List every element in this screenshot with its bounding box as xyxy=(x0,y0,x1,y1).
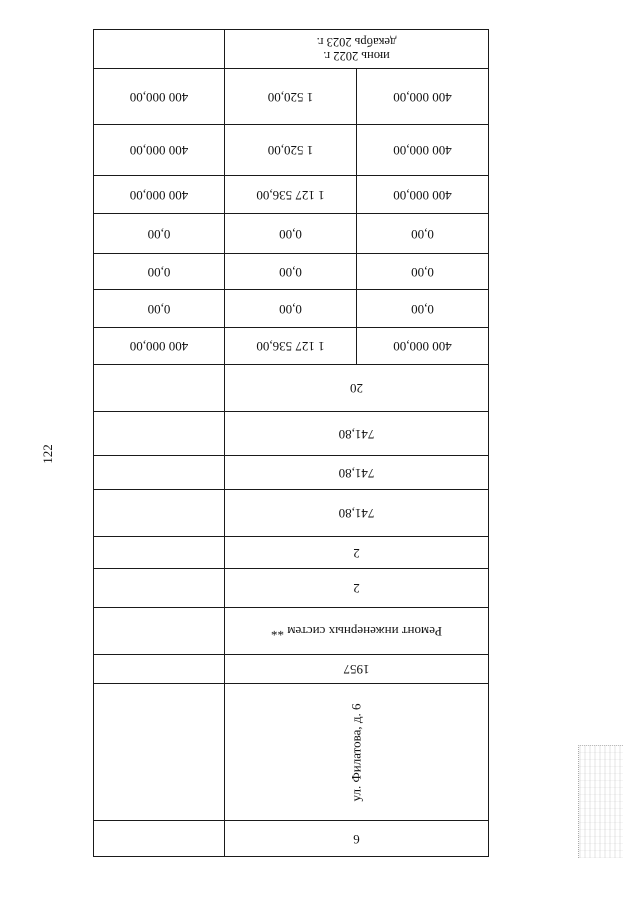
amount-cell: 400 000,00 xyxy=(393,143,452,159)
address-cell xyxy=(225,684,488,820)
amount-cell: 1 127 536,00 xyxy=(256,339,325,355)
count-cell: 2 xyxy=(353,581,360,597)
count-cell: 2 xyxy=(353,545,360,561)
amount-cell: 0,00 xyxy=(411,226,434,242)
amount-cell: 400 000,00 xyxy=(393,339,452,355)
period-cell xyxy=(225,30,488,68)
amount-cell: 0,00 xyxy=(279,301,302,317)
table-border-bottom xyxy=(93,856,489,857)
scan-stamp-mark xyxy=(578,745,623,858)
area-cell: 741,80 xyxy=(338,465,375,481)
amount-cell: 400 000,00 xyxy=(129,143,189,159)
work-type-cell: Ремонт инженерных систем ** xyxy=(270,624,443,640)
period-line-1: июнь 2022 г. xyxy=(323,49,390,64)
amount-cell: 1 520,00 xyxy=(267,143,314,159)
amount-cell: 0,00 xyxy=(411,264,434,280)
amount-cell: 400 000,00 xyxy=(129,339,189,355)
amount-cell: 400 000,00 xyxy=(393,187,452,203)
year-cell: 1957 xyxy=(343,662,370,678)
amount-cell: 0,00 xyxy=(147,264,171,280)
amount-cell: 0,00 xyxy=(279,264,302,280)
area-cell: 741,80 xyxy=(338,426,375,442)
amount-cell: 400 000,00 xyxy=(129,187,189,203)
area-cell: 741,80 xyxy=(338,506,375,522)
page-number-text: 122 xyxy=(40,444,55,464)
amount-cell: 1 520,00 xyxy=(267,89,314,105)
amount-cell: 0,00 xyxy=(279,226,302,242)
amount-cell: 0,00 xyxy=(147,301,171,317)
address-text: ул. Филатова, д. 6 xyxy=(348,703,364,801)
period-line-2: декабрь 2023 г. xyxy=(316,35,397,49)
amount-cell: 0,00 xyxy=(411,301,434,317)
page-number xyxy=(36,442,60,466)
amount-cell: 1 127 536,00 xyxy=(256,187,325,203)
amount-cell: 400 000,00 xyxy=(393,89,452,105)
amount-cell: 400 000,00 xyxy=(129,89,189,105)
floors-cell: 20 xyxy=(350,381,363,397)
index-cell: 6 xyxy=(353,831,360,847)
amount-cell: 0,00 xyxy=(147,226,171,242)
table-border-right xyxy=(488,29,489,857)
